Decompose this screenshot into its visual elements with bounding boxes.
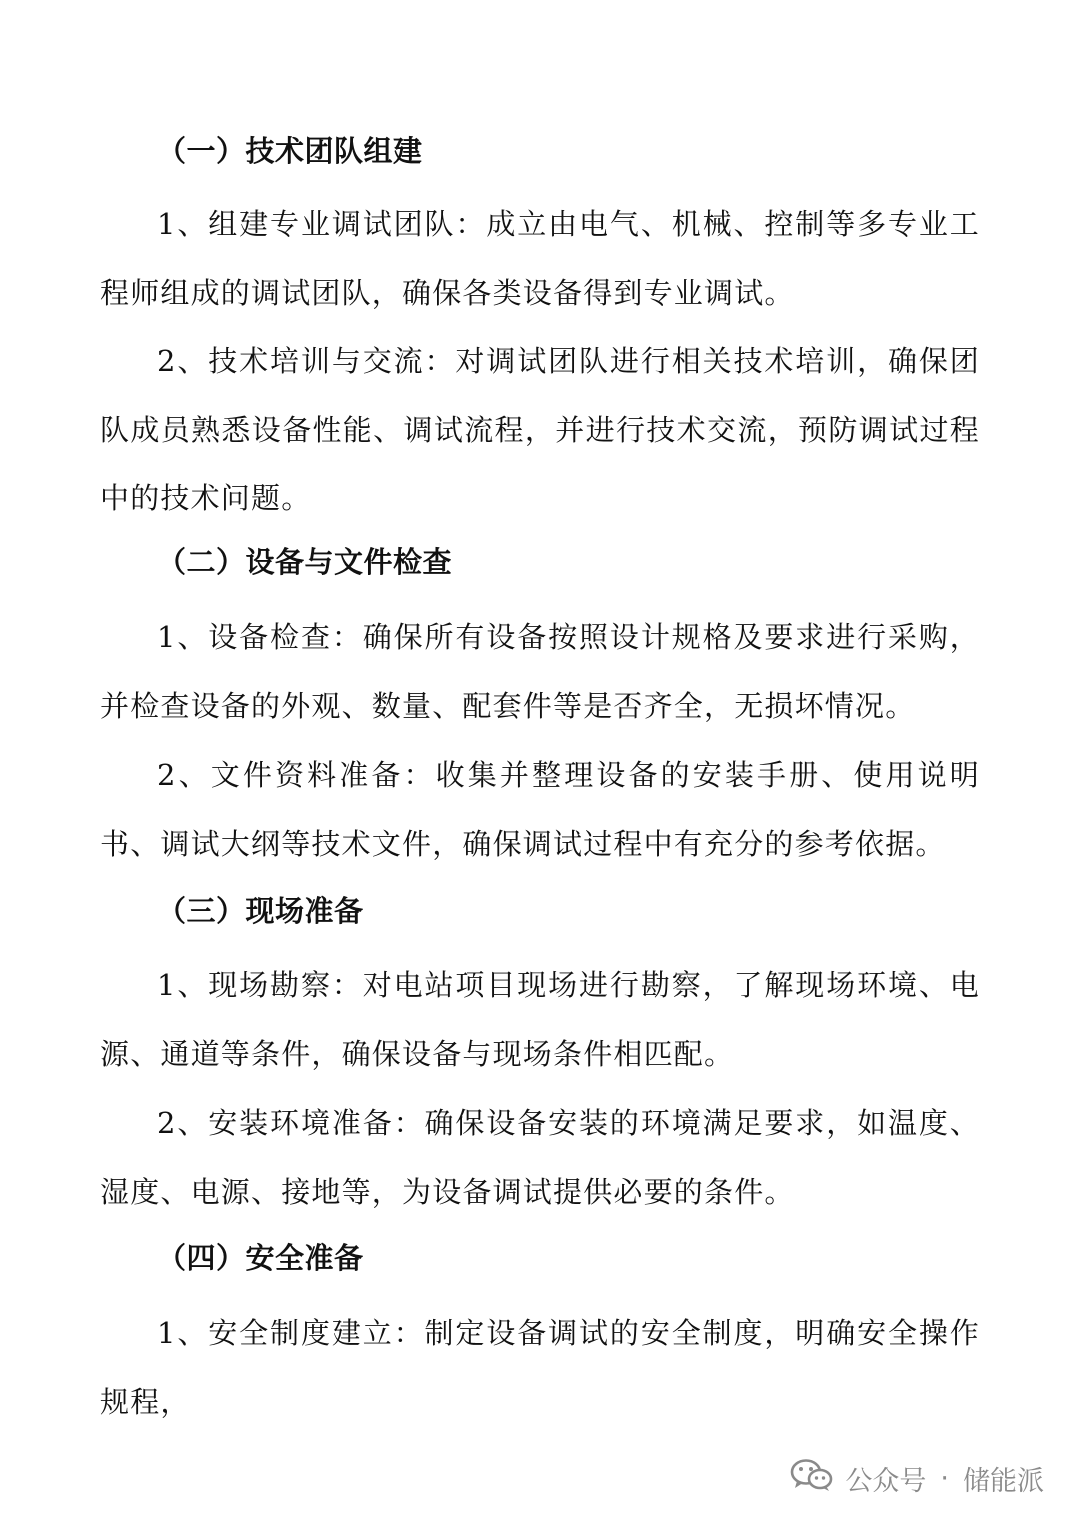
footer-separator: ·	[940, 1462, 949, 1494]
paragraph-3-2: 2、安装环境准备：确保设备安装的环境满足要求，如温度、湿度、电源、接地等，为设备调试提供必要的条件。	[100, 1106, 980, 1209]
section-heading-4: （四）安全准备	[157, 1241, 364, 1275]
wechat-icon	[789, 1457, 835, 1500]
paragraph-1-2: 2、技术培训与交流：对调试团队进行相关技术培训，确保团队成员熟悉设备性能、调试流程，并进行技术交流，预防调试过程中的技术问题。	[100, 344, 980, 515]
section-heading-1: （一）技术团队组建	[157, 134, 423, 168]
watermark-footer	[789, 1456, 1044, 1500]
footer-platform: 公众号	[845, 1465, 927, 1497]
paragraph-1-1: 1、组建专业调试团队：成立由电气、机械、控制等多专业工程师组成的调试团队，确保各类设备得到专业调试。	[100, 207, 980, 310]
paragraph-2-2: 2、文件资料准备：收集并整理设备的安装手册、使用说明书、调试大纲等技术文件，确保调试过程中有充分的参考依据。	[100, 758, 980, 861]
paragraph-2-1: 1、设备检查：确保所有设备按照设计规格及要求进行采购，并检查设备的外观、数量、配套件等是否齐全，无损坏情况。	[100, 620, 980, 723]
paragraph-3-1: 1、现场勘察：对电站项目现场进行勘察，了解现场环境、电源、通道等条件，确保设备与现场条件相匹配。	[100, 968, 980, 1071]
section-heading-2: （二）设备与文件检查	[157, 545, 453, 579]
section-heading-3: （三）现场准备	[157, 894, 364, 928]
footer-account: 储能派	[963, 1465, 1044, 1497]
paragraph-4-1: 1、安全制度建立：制定设备调试的安全制度，明确安全操作规程，	[100, 1316, 980, 1419]
